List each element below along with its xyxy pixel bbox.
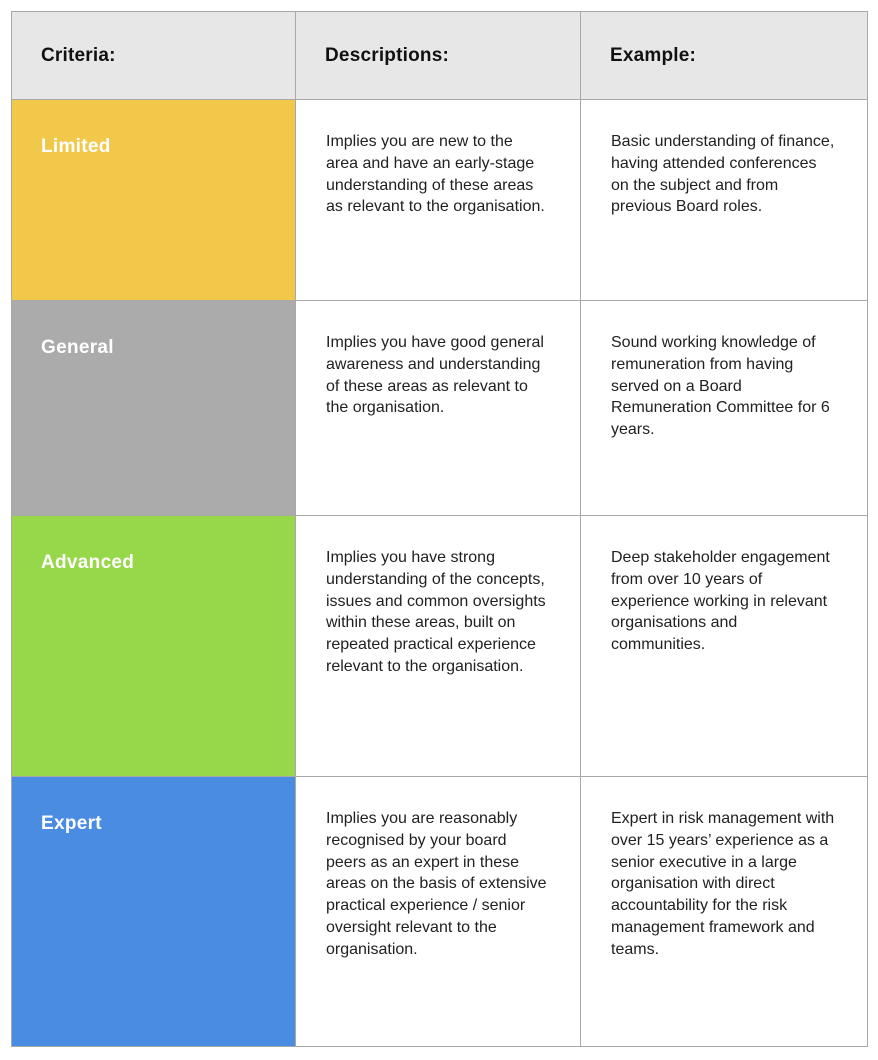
table-header-row	[12, 12, 868, 100]
description-cell: Implies you are new to the area and have an early-stage understanding of these areas as relevant to the organisation.	[296, 100, 581, 301]
criteria-cell-general	[12, 301, 296, 516]
criteria-label: Limited	[41, 136, 111, 157]
criteria-cell-advanced	[12, 516, 296, 777]
criteria-rating-table	[11, 11, 868, 1047]
header-cell-example: Example:	[581, 12, 868, 100]
criteria-label: General	[41, 337, 114, 358]
header-cell-criteria: Criteria:	[12, 12, 296, 100]
table-row-general	[12, 301, 868, 516]
description-cell: Implies you are reasonably recognised by your board peers as an expert in these areas on the basis of extensive practical experience / senior oversight relevant to the organisation.	[296, 777, 581, 1047]
criteria-cell-expert	[12, 777, 296, 1047]
criteria-label: Advanced	[41, 552, 135, 573]
table-row-expert	[12, 777, 868, 1047]
example-cell: Sound working knowledge of remuneration from having served on a Board Remuneration Committee for 6 years.	[581, 301, 868, 516]
criteria-cell-limited	[12, 100, 296, 301]
example-cell: Deep stakeholder engagement from over 10 years of experience working in relevant organisations and communities.	[581, 516, 868, 777]
description-cell: Implies you have good general awareness and understanding of these areas as relevant to the organisation.	[296, 301, 581, 516]
description-cell: Implies you have strong understanding of the concepts, issues and common oversights within these areas, built on repeated practical experience relevant to the organisation.	[296, 516, 581, 777]
header-cell-descriptions: Descriptions:	[296, 12, 581, 100]
example-cell: Basic understanding of finance, having attended conferences on the subject and from previous Board roles.	[581, 100, 868, 301]
criteria-label: Expert	[41, 813, 102, 834]
table-row-limited	[12, 100, 868, 301]
example-cell: Expert in risk management with over 15 years’ experience as a senior executive in a large organisation with direct accountability for the risk management framework and teams.	[581, 777, 868, 1047]
table-row-advanced	[12, 516, 868, 777]
